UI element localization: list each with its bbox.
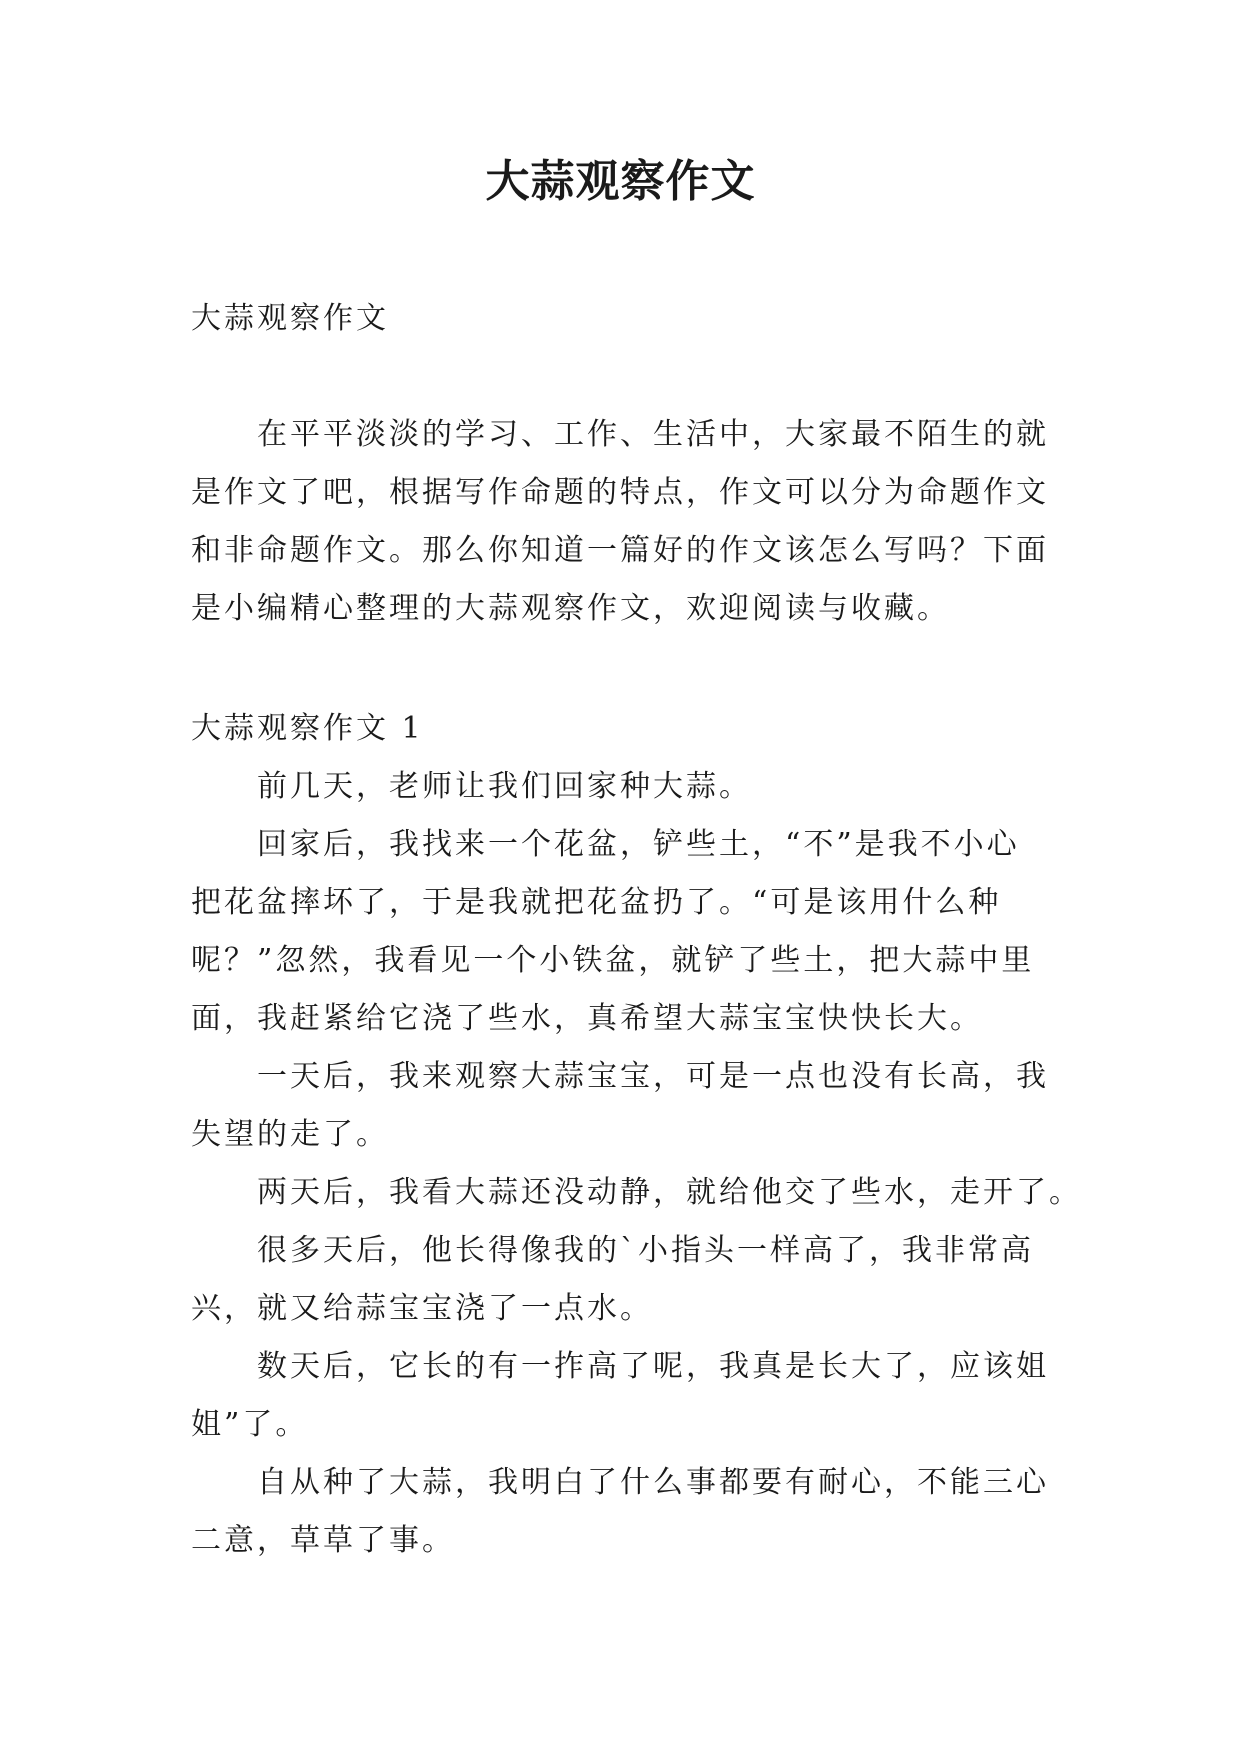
intro-paragraph: [191, 406, 1051, 638]
intro-line: 是小编精心整理的大蒜观察作文，欢迎阅读与收藏。: [191, 591, 950, 626]
body-paragraph: [191, 1048, 1051, 1164]
intro-line: 和非命题作文。那么你知道一篇好的作文该怎么写吗？下面: [191, 533, 1049, 568]
paragraph-line: 数天后，它长的有一拃高了呢，我真是长大了，应该姐: [257, 1349, 1049, 1384]
paragraph-line: 回家后，我找来一个花盆，铲些土，“不”是我不小心: [257, 827, 1020, 862]
paragraph-line: 两天后，我看大蒜还没动静，就给他交了些水，走开了。: [257, 1175, 1082, 1210]
paragraph-line: 前几天，老师让我们回家种大蒜。: [257, 769, 752, 804]
body-paragraph: [191, 1222, 1051, 1338]
paragraph-line: 自从种了大蒜，我明白了什么事都要有耐心，不能三心: [257, 1465, 1049, 1500]
paragraph-line: 二意，草草了事。: [191, 1523, 455, 1558]
paragraph-line: 面，我赶紧给它浇了些水，真希望大蒜宝宝快快长大。: [191, 1001, 983, 1036]
paragraph-line: 很多天后，他长得像我的`小指头一样高了，我非常高: [257, 1233, 1034, 1268]
section-heading: 大蒜观察作文 1: [191, 711, 424, 746]
paragraph-line: 把花盆摔坏了，于是我就把花盆扔了。“可是该用什么种: [191, 885, 1002, 920]
document-body: [191, 290, 1082, 1570]
body-paragraph: [191, 1338, 1051, 1454]
body-paragraph: [191, 1454, 1051, 1570]
paragraph-line: 姐”了。: [191, 1407, 309, 1442]
paragraph-line: 失望的走了。: [191, 1117, 389, 1152]
subtitle: 大蒜观察作文: [191, 301, 389, 336]
body-paragraph: [191, 816, 1051, 1048]
intro-line: 在平平淡淡的学习、工作、生活中，大家最不陌生的就: [257, 417, 1049, 452]
paragraph-line: 呢？”忽然，我看见一个小铁盆，就铲了些土，把大蒜中里: [191, 943, 1035, 978]
body-paragraph: [191, 1164, 1082, 1222]
page-title: 大蒜观察作文: [485, 156, 756, 207]
paragraph-line: 兴，就又给蒜宝宝浇了一点水。: [191, 1291, 653, 1326]
body-paragraph: [191, 758, 1051, 816]
paragraph-line: 一天后，我来观察大蒜宝宝，可是一点也没有长高，我: [257, 1059, 1049, 1094]
intro-line: 是作文了吧，根据写作命题的特点，作文可以分为命题作文: [191, 475, 1049, 510]
